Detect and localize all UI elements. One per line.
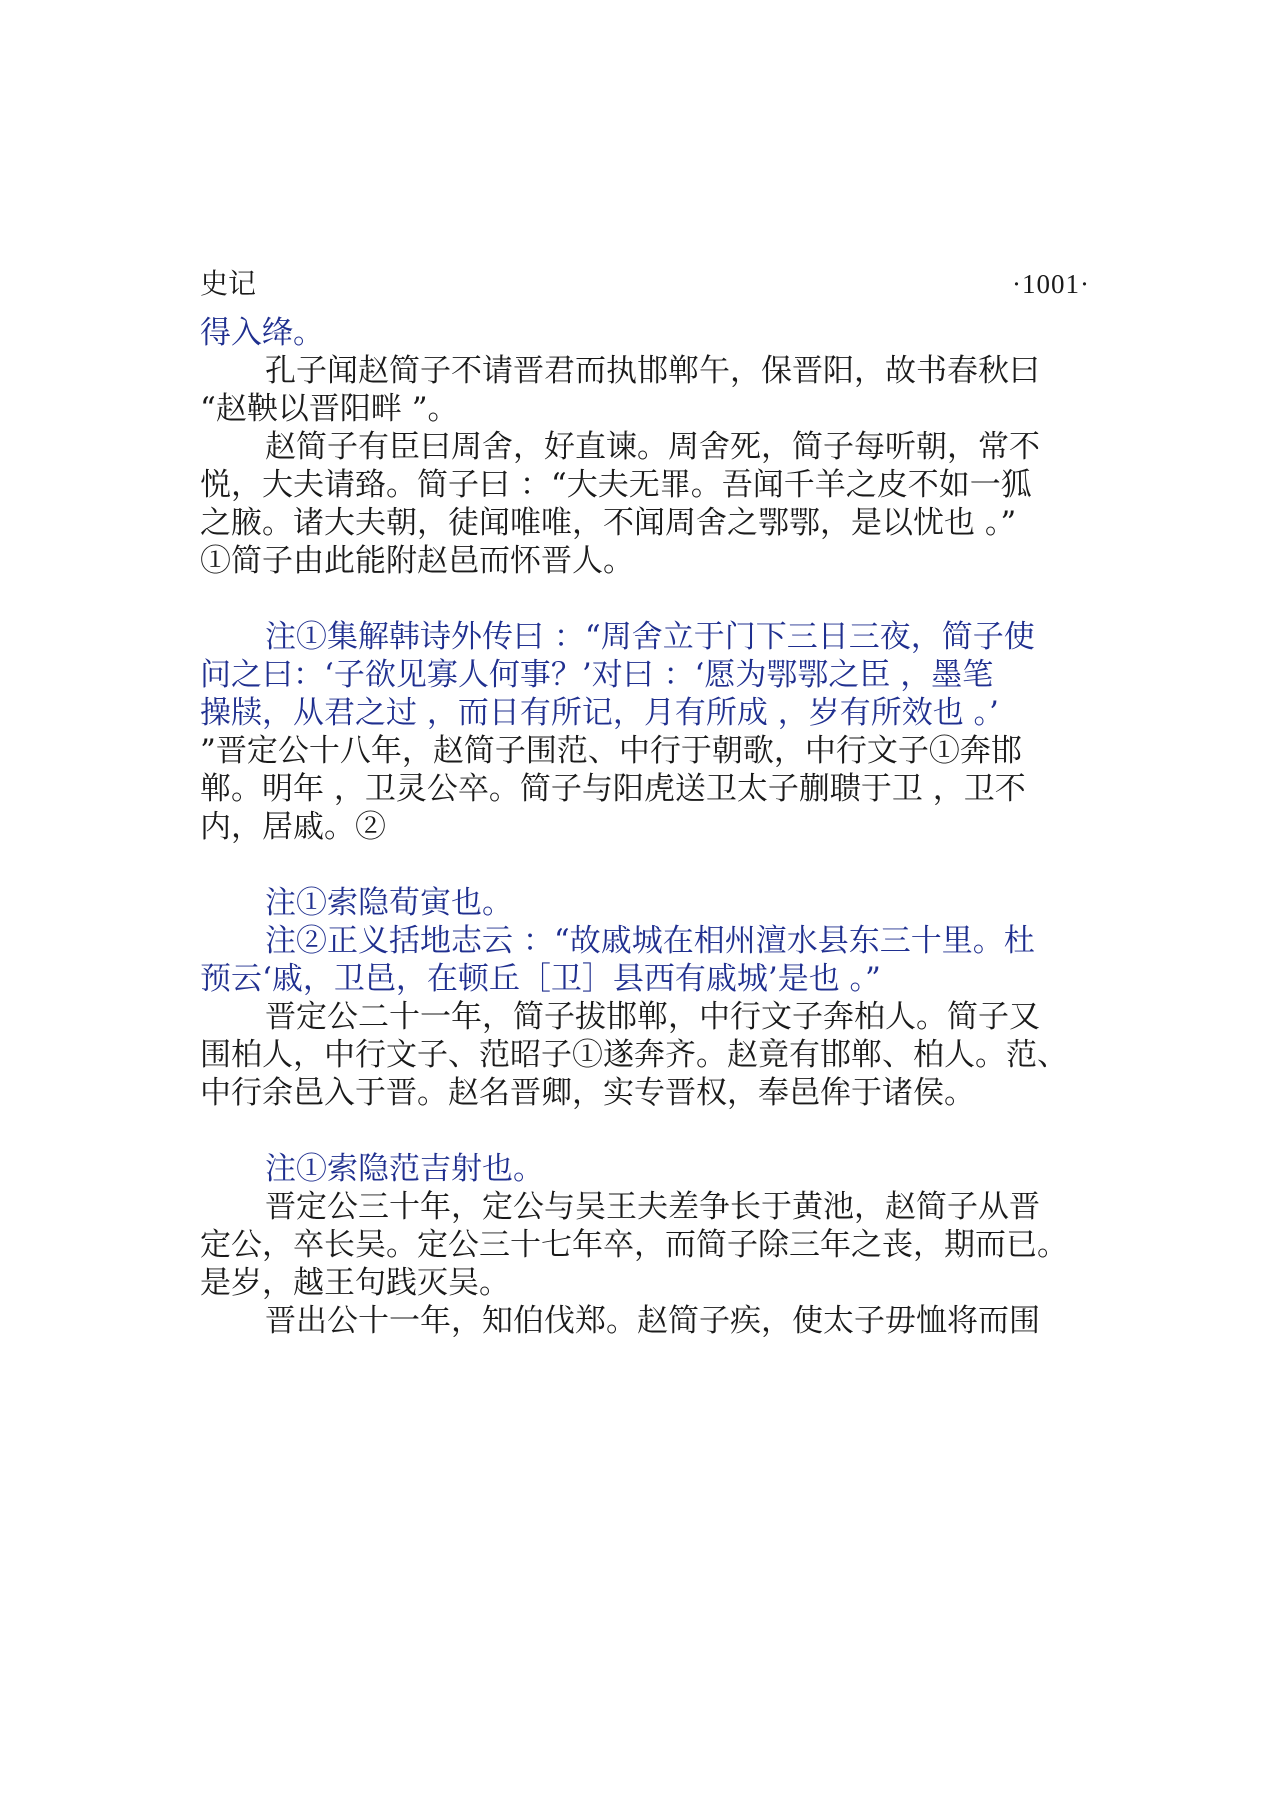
text-line: 赵简子有臣曰周舍，好直谏。周舍死，简子每听朝，常不 <box>265 429 1040 465</box>
note-line: 注①索隐范吉射也。 <box>265 1151 544 1187</box>
text-line: 得入绛。 <box>200 315 324 351</box>
text-line: 孔子闻赵简子不请晋君而执邯郸午，保晋阳，故书春秋曰 <box>265 353 1040 389</box>
text-line: ”晋定公十八年，赵简子围范、中行于朝歌，中行文子①奔邯 <box>200 733 1022 769</box>
text-line: 是岁，越王句践灭吴。 <box>200 1265 510 1301</box>
book-title: 史记 <box>200 267 257 300</box>
page-header <box>200 262 1090 306</box>
page-number: ·1001· <box>1012 269 1090 299</box>
text-line: 郸。明年 ，卫灵公卒。简子与阳虎送卫太子蒯聩于卫 ，卫不 <box>200 771 1026 807</box>
text-line: 悦，大夫请臵。简子曰 ：“大夫无罪。吾闻千羊之皮不如一狐 <box>200 467 1032 503</box>
text-line: 晋出公十一年，知伯伐郑。赵简子疾，使太子毋恤将而围 <box>265 1303 1040 1339</box>
text-line: ①简子由此能附赵邑而怀晋人。 <box>200 543 634 579</box>
text-line: 定公，卒长吴。定公三十七年卒，而简子除三年之丧，期而已。 <box>200 1227 1068 1263</box>
note-line: 注①索隐荀寅也。 <box>265 885 513 921</box>
text-line: “赵鞅以晋阳畔 ”。 <box>200 391 459 427</box>
text-line: 内，居戚。② <box>200 809 386 845</box>
note-line: 注①集解韩诗外传曰 ：“周舍立于门下三日三夜，简子使 <box>265 619 1035 655</box>
text-line: 之腋。诸大夫朝，徒闻唯唯，不闻周舍之鄂鄂，是以忧也 。” <box>200 505 1017 541</box>
note-line: 预云‘戚，卫邑，在顿丘［卫］县西有戚城’是也 。” <box>200 961 881 997</box>
text-line: 晋定公三十年，定公与吴王夫差争长于黄池，赵简子从晋 <box>265 1189 1040 1225</box>
note-line: 操牍，从君之过 ，而日有所记，月有所成 ，岁有所效也 。’ <box>200 695 999 731</box>
text-line: 围柏人，中行文子、范昭子①遂奔齐。赵竟有邯郸、柏人。范、 <box>200 1037 1068 1073</box>
note-line: 问之曰：‘子欲见寡人何事？’对曰 ：‘愿为鄂鄂之臣 ，墨笔 <box>200 657 994 693</box>
text-line: 晋定公二十一年，简子拔邯郸，中行文子奔柏人。简子又 <box>265 999 1040 1035</box>
note-line: 注②正义括地志云 ：“故戚城在相州澶水县东三十里。杜 <box>265 923 1035 959</box>
text-line: 中行余邑入于晋。赵名晋卿，实专晋权，奉邑侔于诸侯。 <box>200 1075 975 1111</box>
